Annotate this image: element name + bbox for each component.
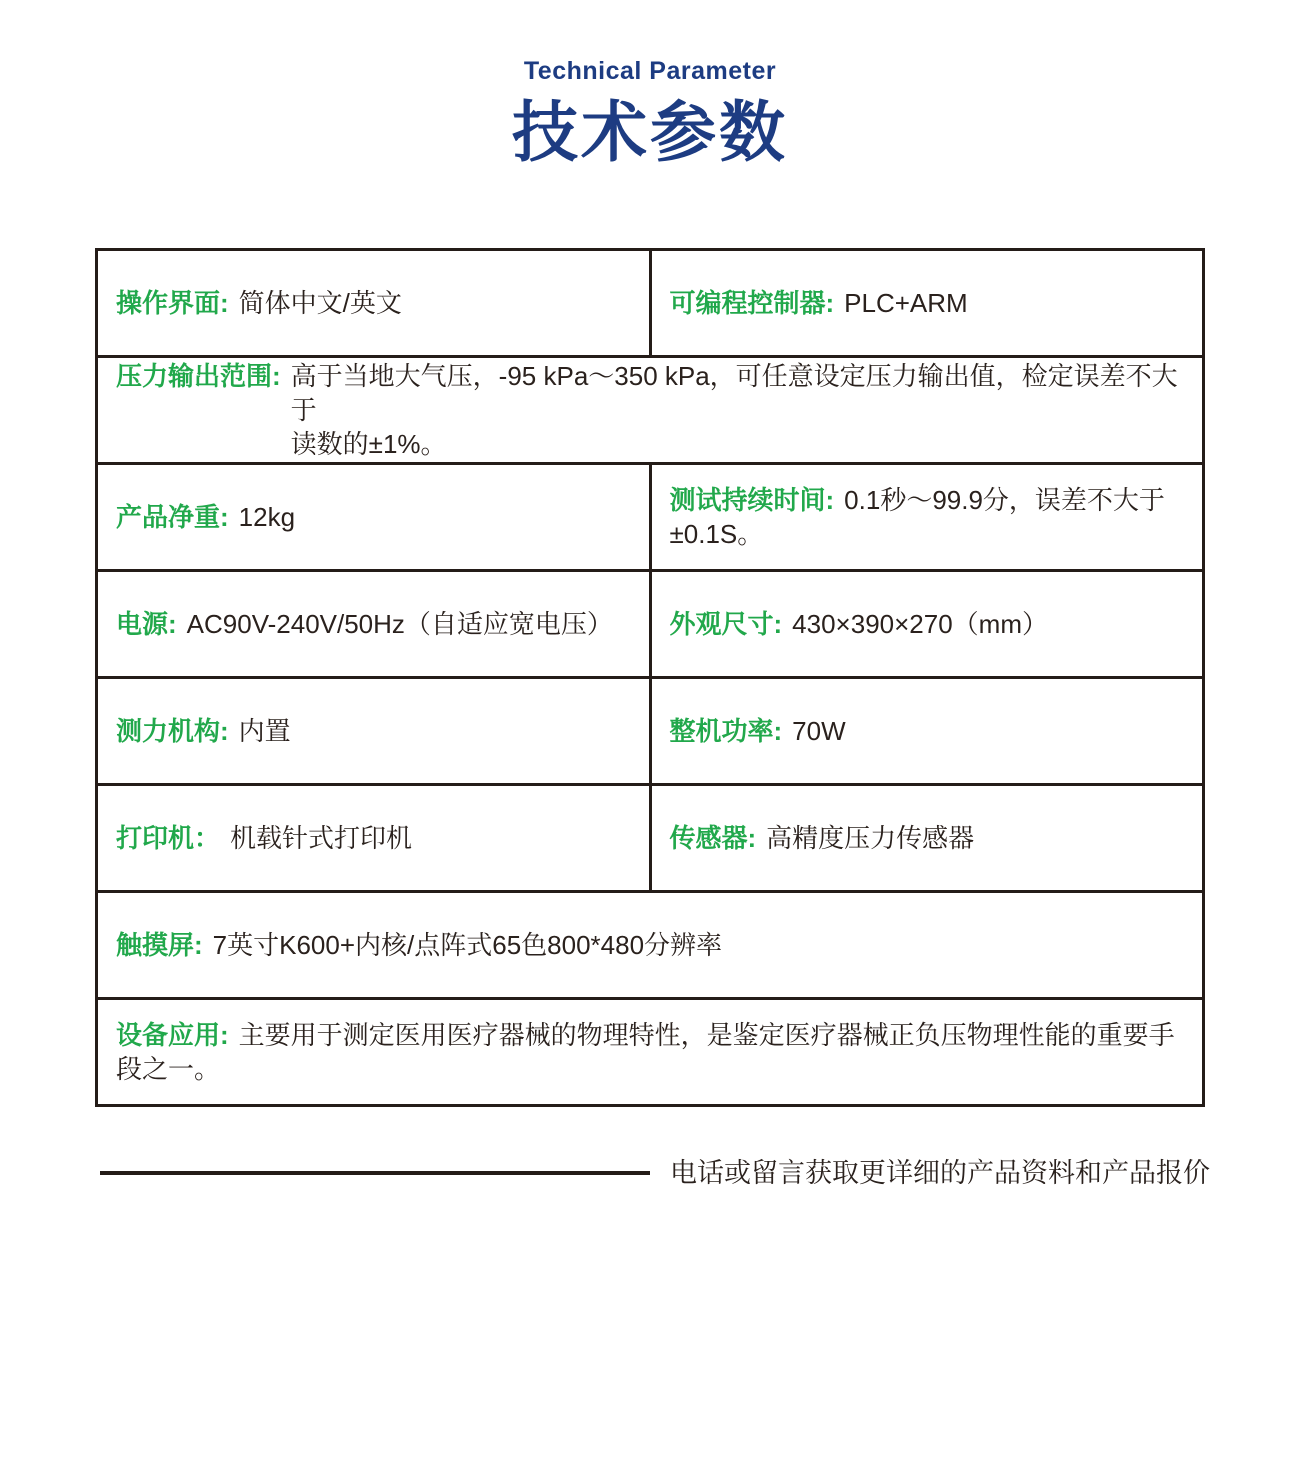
spec-value: 高精度压力传感器: [766, 823, 975, 853]
cell-pressure-output-range: [97, 357, 1204, 464]
spec-value: 70W: [792, 716, 846, 746]
table-row: [97, 357, 1204, 464]
table-row: [97, 250, 1204, 357]
spec-table: [95, 248, 1205, 1107]
cell-controller: [650, 250, 1204, 357]
cell-total-power: [650, 678, 1204, 785]
spec-value: 0.1秒～99.9分，误差不大于±0.1S。: [669, 485, 1165, 549]
cell-sensor: [650, 785, 1204, 892]
spec-label: 打印机：: [116, 823, 221, 853]
spec-label: 外观尺寸:: [669, 609, 783, 639]
cell-operation-interface: [97, 250, 651, 357]
cell-dimensions: [650, 571, 1204, 678]
cell-net-weight: [97, 464, 651, 571]
page-title: 技术参数: [512, 95, 788, 169]
spec-label: 传感器:: [669, 823, 757, 853]
table-row: [97, 678, 1204, 785]
header: [0, 0, 1300, 168]
spec-label: 压力输出范围:: [116, 361, 281, 391]
spec-value: 12kg: [238, 502, 296, 532]
spec-value: 430×390×270（mm）: [792, 609, 1048, 639]
spec-label: 设备应用:: [116, 1020, 229, 1050]
divider-line: [100, 1171, 650, 1175]
spec-value: 7英寸K600+内核/点阵式65色800*480分辨率: [212, 930, 723, 960]
table-row: [97, 999, 1204, 1106]
cell-printer: [97, 785, 651, 892]
table-row: [97, 571, 1204, 678]
footer-note: 电话或留言获取更详细的产品资料和产品报价: [670, 1158, 1210, 1188]
spec-value: 简体中文/英文: [238, 288, 402, 318]
cell-power-supply: [97, 571, 651, 678]
cell-touch-screen: [97, 892, 1204, 999]
spec-label: 电源:: [116, 609, 177, 639]
table-row: [97, 464, 1204, 571]
spec-value: 高于当地大气压，-95 kPa～350 kPa，可任意设定压力输出值，检定误差不大于 读数的±1%。: [290, 361, 1178, 459]
spec-value: 机载针式打印机: [230, 823, 413, 853]
spec-value: AC90V-240V/50Hz（自适应宽电压）: [186, 609, 613, 639]
spec-label: 可编程控制器:: [669, 288, 835, 318]
spec-value: 主要用于测定医用医疗器械的物理特性，是鉴定医疗器械正负压物理性能的重要手段之一。: [116, 1020, 1175, 1084]
spec-label: 测试持续时间:: [669, 485, 835, 515]
spec-label: 产品净重:: [116, 502, 229, 532]
table-row: [97, 785, 1204, 892]
cell-test-duration: [650, 464, 1204, 571]
table-row: [97, 892, 1204, 999]
subtitle-english: Technical Parameter: [523, 57, 777, 85]
spec-label: 触摸屏:: [116, 930, 203, 960]
cell-force-mechanism: [97, 678, 651, 785]
spec-label: 操作界面:: [116, 288, 229, 318]
footer: [100, 1155, 1210, 1191]
spec-value: 内置: [238, 716, 291, 746]
spec-value: PLC+ARM: [844, 288, 968, 318]
spec-label: 测力机构:: [116, 716, 229, 746]
cell-application: [97, 999, 1204, 1106]
spec-label: 整机功率:: [669, 716, 783, 746]
